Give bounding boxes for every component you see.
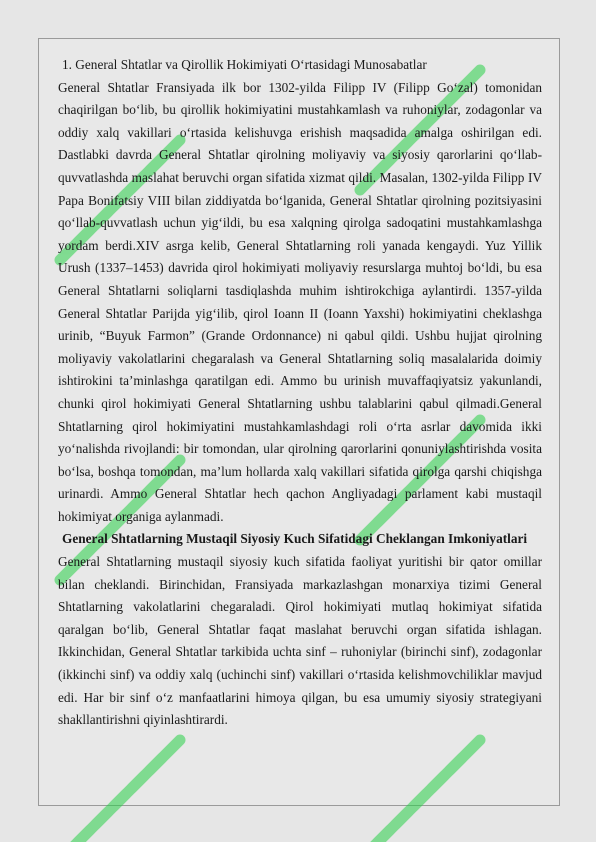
section-heading-1: 1. General Shtatlar va Qirollik Hokimiyati O‘rtasidagi Munosabatlar xyxy=(62,57,427,72)
paragraph-1: General Shtatlar Fransiyada ilk bor 1302-yilda Filipp IV (Filipp Go‘zal) tomonidan chaqirilgan bo‘lib, bu qirollik hokimiyatini mustahkamlash va ruhoniylar, zodagonlar va oddiy xalq vakillari o‘rtasida kelishuvga erishish maqsadida amalga oshirilgan edi. Dastlabki davrda General Shtatlar qirolning moliyaviy va siyosiy qarorlarini qo‘llab-quvvatlashda maslahat beruvchi organ sifatida xizmat qildi. Masalan, 1302-yilda Filipp IV Papa Bonifatsiy VIII bilan ziddiyatda bo‘lganida, General Shtatlar qirolning pozitsiyasini qo‘llab-quvvatlash uchun yig‘ildi, bu esa xalqning qirolga sadoqatini mustahkamlashga yordam berdi.XIV asrga kelib, General Shtatlarning roli yanada kengaydi. Yuz Yillik Urush (1337–1453) davrida qirol hokimiyati moliyaviy resurslarga muhtoj bo‘ldi, bu esa General Shtatlarni soliqlarni tasdiqlashda muhim ishtirokchiga aylantirdi. 1357-yilda General Shtatlar Parijda yig‘ilib, qirol Ioann II (Ioann Yaxshi) hokimiyatini cheklashga urinib, “Buyuk Farmon” (Grande Ordonnance) ni qabul qildi. Ushbu hujjat qirolning moliyaviy vakolatlarini chegaralash va General Shtatlarning soliq masalalarida doimiy ishtirokini ta’minlashga qaratilgan edi. Ammo bu urinish muvaffaqiyatsiz yakunlandi, chunki qirol hokimiyati General Shtatlarning ushbu talablarini qabul qilmadi.General Shtatlarning qirol hokimiyatini mustahkamlashdagi roli o‘rta asrlar davomida ikki yo‘nalishda rivojlandi: bir tomondan, ular qirolning qarorlarini qonuniylashtirishda vosita bo‘lsa, boshqa tomondan, ma’lum hollarda xalq vakillari sifatida qirolga qarshi chiqishga urinardi. Ammo General Shtatlar hech qachon Angliyadagi parlament kabi mustaqil hokimiyat organiga aylanmadi. xyxy=(58,79,542,524)
paragraph-2: General Shtatlarning mustaqil siyosiy kuch sifatida faoliyat yuritishi bir qator omillar bilan cheklandi. Birinchidan, Fransiyada markazlashgan monarxiya tizimi General Shtatlarning vakolatlarini chegaraladi. Qirol hokimiyati mutlaq hokimiyat sifatida qaralgan bo‘lib, General Shtatlar faqat maslahat beruvchi organ sifatida ishlagan. Ikkinchidan, General Shtatlar tarkibida uchta sinf – ruhoniylar (birinchi sinf), zodagonlar (ikkinchi sinf) va oddiy xalq (uchinchi sinf) vakillari o‘rtasida kelishmovchiliklar mavjud edi. Har bir sinf o‘z manfaatlarini himoya qilgan, bu esa umumiy siyosiy strategiyani shakllantirishni qiyinlashtirardi. xyxy=(58,554,542,728)
document-body xyxy=(58,54,542,732)
section-heading-2: General Shtatlarning Mustaqil Siyosiy Kuch Sifatidagi Cheklangan Imkoniyatlari xyxy=(62,531,528,547)
